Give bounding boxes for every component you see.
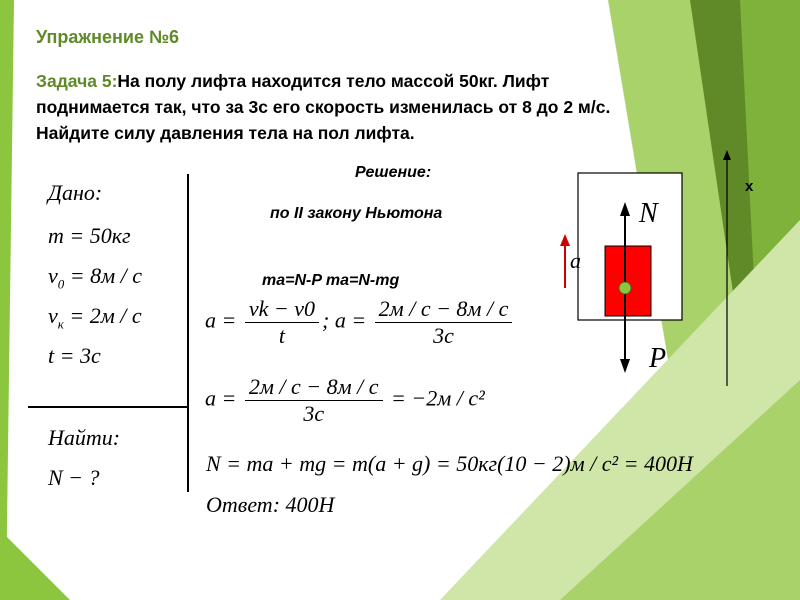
given-mass: m = 50кг [48,223,131,248]
solution-title: Решение: [355,164,432,181]
find-title: Найти: [48,425,121,450]
force-diagram [555,150,770,400]
slide-heading: Упражнение №6 [36,27,180,47]
answer-line: Ответ: 400Н [206,492,335,517]
acceleration-arrowhead [560,234,570,246]
given-divider-horizontal [28,406,188,408]
given-vk: $v_к = 2м / с$ [48,303,142,332]
normal-force-equation: N = ma + mg = m(a + g) = 50кг(10 − 2)м / с² = 400Н [206,451,693,476]
given-divider-vertical [187,174,189,492]
task-text [36,68,610,146]
task-line-3: Найдите силу давления тела на пол лифта. [36,123,415,143]
force-p-arrowhead [620,359,630,373]
newton-law-caption: по II закону Ньютона [270,205,443,222]
find-item: N − ? [48,465,100,490]
acceleration-result: a = $\frac{2м / с - 8м / с}{3с}$ = −2м / с² [205,374,485,426]
acceleration-formula: a = $\frac{vk - v0}{t}$ ; a = $\frac{2м / с - 8м / с}{3с}$ [205,296,515,349]
center-of-mass-dot [619,282,631,294]
task-label: Задача 5: [36,71,118,91]
label-p: P [649,343,667,374]
given-title: Дано: [48,180,103,205]
task-line-1: На полу лифта находится тело массой 50кг. Лифт [117,71,550,91]
equation-simple: ma=N-P ma=N-mg [262,272,400,289]
body-block [605,246,651,316]
given-v0: $v_0 = 8м / с$ [48,263,143,292]
label-x: x [745,178,754,195]
task-line-2: поднимается так, что за 3с его скорость изменилась от 8 до 2 м/с. [36,97,611,117]
x-axis-arrowhead [723,150,731,160]
label-a: a [570,248,581,273]
given-time: t = 3с [48,343,101,368]
label-n: N [639,198,658,229]
